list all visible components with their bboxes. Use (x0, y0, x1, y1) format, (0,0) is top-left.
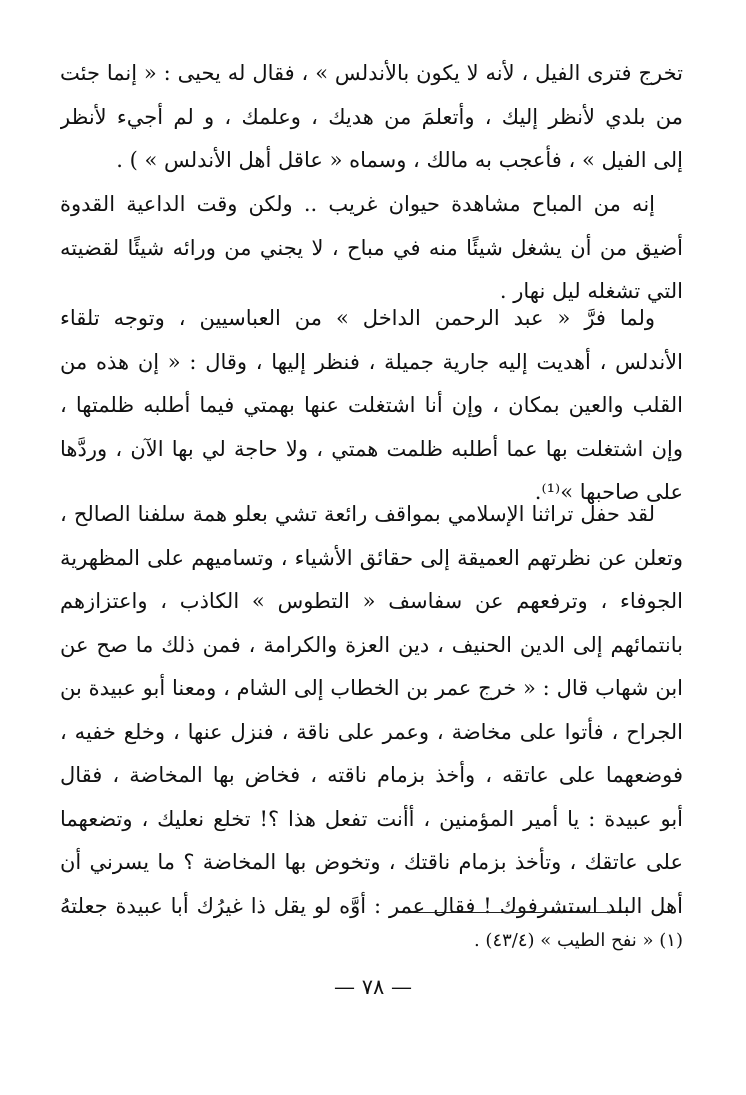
text-line: أبو عبيدة : يا أمير المؤمنين ، أأنت تفعل هذا ؟! تخلع نعليك ، وتضعهما (60, 806, 683, 831)
text-line: على صاحبها »⁽¹⁾. (534, 480, 683, 504)
footnote: (١) « نفح الطيب » (٤٣/٤) . (473, 930, 683, 951)
paragraph-3 (60, 297, 683, 515)
footnote-divider (398, 912, 630, 913)
text-line: تخرج فترى الفيل ، لأنه لا يكون بالأندلس » ، فقال له يحيى : « إنما جئت (60, 61, 683, 85)
text-line: ابن شهاب قال : « خرج عمر بن الخطاب إلى الشام ، ومعنا أبو عبيدة بن (60, 676, 683, 700)
text-line: لقد حفل تراثنا الإسلامي بمواقف رائعة تشي بعلو همة سلفنا الصالح ، (60, 502, 655, 526)
text-line: على عاتقك ، وتأخذ بزمام ناقتك ، وتخوض بها المخاضة ؟ ما يسرني أن (60, 850, 683, 874)
text-line: الجراح ، فأتوا على مخاضة ، وعمر على ناقة ، فنزل عنها ، وخلع خفيه ، (60, 719, 683, 744)
paragraph-1 (60, 52, 683, 183)
text-line: من بلدي لأنظر إليك ، وأتعلمَ من هديك ، وعلمك ، و لم أجيء لأنظر (60, 104, 683, 129)
text-line: فوضعهما على عاتقه ، وأخذ بزمام ناقته ، فخاض بها المخاضة ، فقال (60, 763, 683, 787)
paragraph-2 (60, 183, 683, 314)
text-line: أهل البلد استشرفوك ! فقال عمر : أوَّه لو يقل ذا غيرُك أبا عبيدة جعلتهُ (60, 893, 683, 918)
text-line: ولما فرَّ « عبد الرحمن الداخل » من العباسيين ، وتوجه تلقاء (60, 306, 655, 330)
page-number: — ٧٨ — (334, 975, 412, 999)
text-line: الأندلس ، أهديت إليه جارية جميلة ، فنظر إليها ، وقال : « إن هذه من (60, 349, 683, 374)
text-line: وتعلن عن نظرتهم العميقة إلى حقائق الأشياء ، وتساميهم على المظهرية (60, 545, 683, 570)
text-line: القلب والعين بمكان ، وإن أنا اشتغلت عنها بهمتي فيما أطلبه ظلمتها ، (60, 393, 683, 417)
text-line: التي تشغله ليل نهار . (499, 279, 683, 303)
text-line: الجوفاء ، وترفعهم عن سفاسف « التطوس » الكاذب ، واعتزازهم (60, 589, 683, 613)
paragraph-4 (60, 493, 683, 928)
text-line: وإن اشتغلت بها عما أطلبه ظلمت همتي ، ولا حاجة لي بها الآن ، وردَّها (60, 436, 683, 461)
text-line: إنه من المباح مشاهدة حيوان غريب .. ولكن وقت الداعية القدوة (60, 192, 655, 216)
text-line: أضيق من أن يشغل شيئًا منه في مباح ، لا يجني من ورائه شيئًا لقضيته (60, 235, 683, 260)
text-line: بانتمائهم إلى الدين الحنيف ، دين العزة والكرامة ، فمن ذلك ما صح عن (60, 632, 683, 657)
text-line: إلى الفيل » ، فأعجب به مالك ، وسماه « عاقل أهل الأندلس » ) . (116, 148, 683, 172)
